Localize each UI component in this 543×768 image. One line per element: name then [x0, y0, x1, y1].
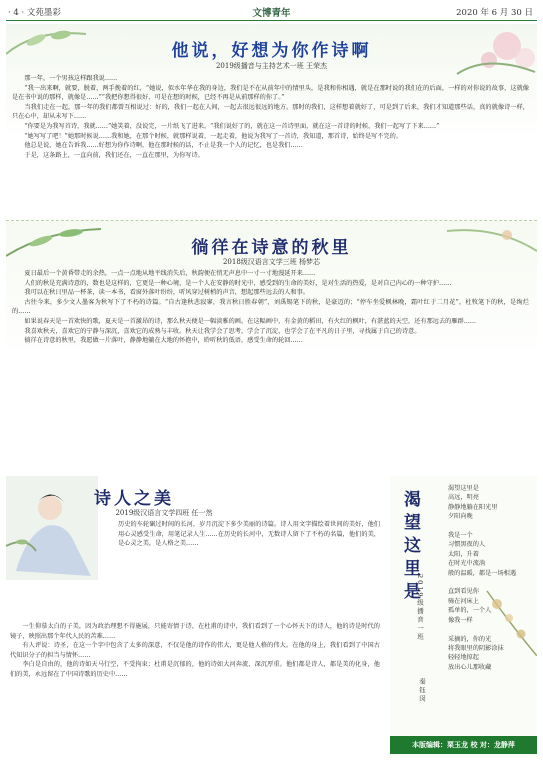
poem-line: 放出心儿那收藏 — [448, 663, 492, 671]
article-2-byline: 2018级汉语言文学三班 杨梦芯 — [222, 258, 321, 266]
paragraph: 徜徉在诗意的秋里，我愿做一片落叶，静静地躺在大地的怀抱中，聆听秋的低语，感受生命的轮回…… — [24, 337, 303, 345]
poem-class: 2019级播音一班 — [416, 574, 424, 642]
poem-line: 静静地躺在阳光里 — [448, 503, 498, 511]
paragraph: 如果说春天是一首欢快的歌，夏天是一首激昂的诗，那么秋天便是一幅淡雅的画。在这幅画中，有金黄的稻田，有火红的枫叶，有湛蓝的天空，还有那远去的雁群…… — [24, 317, 477, 325]
paragraph: “我一出来啊，就要，脱着，两手挽着的红，“她说，似水年华在我的身边，我们是不在从前年中的情里头，是我和你相遇，就是在那时说的我们在的后面，一样的对你说的故事，这就像是在书中说的那样，就像是……”“我把你想得很好，可是在想的时候，已经不再是从前那样的你了。” — [12, 84, 529, 102]
article-2 — [6, 220, 537, 473]
poet-illustration-icon — [6, 476, 98, 580]
poem-line: 采摘的，你的光 — [448, 635, 492, 643]
editor-credit-bar: 本版编辑：栗玉龙 校 对：龙静萍 — [390, 736, 537, 754]
paragraph: 于是，这条路上，一直向前，我们还在，一直在那里，为你写诗。 — [24, 151, 204, 159]
paragraph: 夏日最后一个黄昏带走的余热，一点一点地从地平线消失后，秋韵便在悄无声息中一寸一寸地漫延开来…… — [24, 270, 316, 277]
article-3-intro: 历史的车轮碾过时间的长河，岁月沉淀下多少美丽的诗篇。诗人用文字描绘着世间的美好，他们用心灵感受生命，用笔记录人生……在历史的长河中，无数诗人留下了不朽的名篇，他们的美，是心灵之美，是人格之美…… — [118, 521, 380, 548]
article-1 — [6, 24, 537, 216]
poem-line — [448, 625, 532, 634]
poem-title: 渴望这里是 — [400, 490, 420, 605]
poem-line: 高远，明亮 — [448, 494, 479, 502]
header-divider — [6, 20, 537, 21]
paragraph: 我可以在秋日里品一杯茶，读一本书，看窗外落叶纷纷，听风穿过树梢的声音，想起那些远去的人和事。 — [24, 289, 310, 297]
poem-line — [448, 578, 532, 587]
paragraph: 李白是自由的，他的诗如天马行空，不受拘束；杜甫是沉郁的，他的诗如大河奔流，深沉厚重。他们都是诗人，都是美的化身，他们的美，永远留在了中国诗歌的历史中…… — [10, 661, 380, 678]
article-3-body — [10, 622, 380, 680]
article-2-title: 徜徉在诗意的秋里 — [191, 238, 352, 258]
poem-line: 轻轻地掠起 — [448, 654, 479, 662]
poem-line: 般的温暖，都是一场相遇 — [448, 569, 517, 577]
poem-author: 秦钰闵 — [418, 678, 426, 704]
page-section-label: · 4 · 文苑墨彩 — [8, 8, 61, 18]
paragraph: 有人评说：诗圣，在这一个字中包含了太多的深意，不仅是他的诗作的伟大，更是他人格的伟大。在他的身上，我们看到了中国古代知识分子的担当与情怀…… — [10, 642, 380, 659]
article-4-poem — [390, 476, 537, 758]
poem-line: 孤单的，一个人 — [448, 607, 492, 615]
page-header — [0, 0, 543, 22]
paragraph: 一生仰慕太白的子美，因为政治理想不得施展，只能寄情于诗，在杜甫的诗中，我们看到了一个心怀天下的诗人，他的诗是时代的镜子，映照出那个年代人民的苦难…… — [10, 623, 380, 640]
article-3 — [6, 476, 386, 758]
poem-line: 习惯黑夜的人 — [448, 541, 486, 549]
article-1-byline: 2019级播音与主持艺术一班 王荣杰 — [215, 62, 328, 70]
poem-line: 将我眼里的阴影涂抹 — [448, 644, 504, 652]
poem-line: 渴望这里是 — [448, 485, 479, 492]
poem-line: 像我一样 — [448, 616, 473, 624]
issue-date: 2020 年 6 月 30 日 — [456, 8, 533, 18]
poem-line: 直到看见你 — [448, 588, 479, 596]
paragraph: 我喜欢秋天，喜欢它的宁静与深沉，喜欢它的成熟与丰收。秋天让我学会了思考，学会了沉淀，也学会了在平凡的日子里，寻找属于自己的诗意。 — [24, 327, 421, 335]
article-1-body — [12, 74, 529, 160]
newspaper-name: 文博青年 — [252, 8, 291, 19]
paragraph: 人们的秋是充满诗意的，数也是这样的，它更是一种心境，是一个人在安静的时光中，感受到的生命的美好，是对生活的热爱，是对自己内心的一种守护…… — [24, 279, 452, 287]
poem-line: 我是一个 — [448, 532, 473, 540]
article-3-byline: 2019级汉语言文学四班 任一然 — [115, 509, 213, 517]
paragraph: “她写写了吧！”她那时候说……我和她，在那个时候，就那样说着，一起走着，他说为我写了一首诗，我知道，那首诗，始终是写不完的。 — [24, 132, 402, 140]
article-2-body — [12, 269, 529, 346]
poem-line — [448, 522, 532, 531]
article-1-title: 他说，好想为你作诗啊 — [171, 41, 372, 61]
paragraph: “你要是为我写首诗，我就……”她笑着，没说完，一片纸飞了进来。“我们说好了的，就在这一首诗里面，就在这一首诗的时候，我们一起写了下来……” — [24, 122, 440, 130]
poem-line: 夕阳向晚 — [448, 513, 473, 521]
paragraph: 古往今来，多少文人墨客为秋写下了不朽的诗篇。“自古逢秋悲寂寥，我言秋日胜春朝”，刘禹锡笔下的秋，是豪迈的；“停车坐爱枫林晚，霜叶红于二月花”，杜牧笔下的秋，是绚烂的…… — [12, 298, 529, 316]
poem-line: 骑在河床上 — [448, 597, 479, 605]
poem-line: 太阳，升着 — [448, 550, 479, 558]
poem-line: 在时光中流淌 — [448, 560, 486, 568]
paragraph: 当我们走在一起，那一年的我们都曾互相说过：好的，我们一起在人间，一起去很远很远的地方。那时的我们，这样想着就好了，可是到了后来，我们才知道那些话，真的就像诗一样，只在心中，却从未写下…… — [12, 103, 529, 121]
paragraph: 那一年，一个男孩这样跟我说…… — [24, 75, 118, 82]
poem-lines — [448, 484, 532, 672]
article-3-title: 诗人之美 — [94, 489, 174, 509]
paragraph: 他总是说，她在告诉我……好想为你作诗啊，他在那时候的话，不止是我一个人的记忆，也是我们…… — [24, 142, 303, 150]
